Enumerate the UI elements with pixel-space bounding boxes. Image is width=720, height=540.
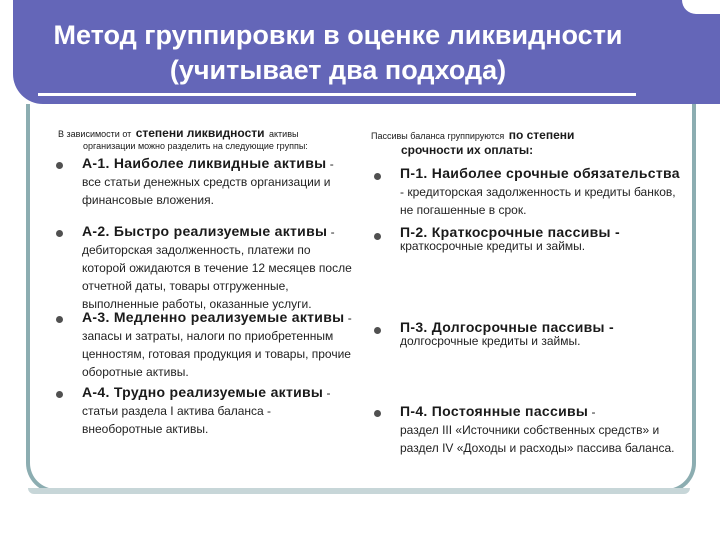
liability-group-text: долгосрочные кредиты и займы. — [400, 334, 581, 348]
left-intro — [58, 126, 358, 152]
asset-group-dash: - — [323, 386, 331, 400]
asset-group-title: А-2. Быстро реализуемые активы — [82, 223, 328, 239]
right-intro-emphasis: по степени — [508, 128, 575, 142]
bullet-icon — [374, 173, 381, 180]
liability-group-text: краткосрочные кредиты и займы. — [400, 239, 586, 253]
left-intro-emphasis: степени ликвидности — [135, 126, 265, 140]
left-intro-line2: организации можно разделить на следующие группы: — [83, 141, 308, 151]
left-intro-prefix: В зависимости от — [58, 129, 132, 139]
content-frame-shadow — [28, 488, 690, 494]
liability-group-p2 — [400, 225, 685, 253]
liability-group-dash: - — [400, 185, 408, 199]
bullet-icon — [56, 162, 63, 169]
bullet-icon — [374, 233, 381, 240]
slide-title — [13, 18, 663, 88]
slide-title-line1: Метод группировки в оценке ликвидности — [53, 20, 623, 50]
title-underline — [38, 93, 636, 96]
asset-group-text: дебиторская задолженность, платежи по которой ожидаются в течение 12 месяцев после отчетной даты, товары отгруженные, выполненные работы, оказанные услуги. — [82, 243, 352, 311]
asset-group-text: запасы и затраты, налоги по приобретенным ценностям, готовая продукция и товары, прочие оборотные активы. — [82, 329, 351, 379]
asset-group-dash: - — [344, 311, 352, 325]
right-intro — [371, 128, 661, 158]
asset-group-dash: - — [327, 225, 335, 239]
banner-corner — [682, 0, 720, 14]
liability-group-text: кредиторская задолженность и кредиты банков, не погашенные в срок. — [400, 185, 676, 217]
liability-group-text: раздел III «Источники собственных средств» и раздел IV «Доходы и расходы» пассива баланса. — [400, 423, 675, 455]
asset-group-a4 — [82, 384, 342, 438]
asset-group-title: А-1. Наиболее ликвидные активы — [82, 155, 327, 171]
bullet-icon — [56, 316, 63, 323]
bullet-icon — [374, 410, 381, 417]
right-intro-prefix: Пассивы баланса группируются — [371, 131, 505, 141]
asset-group-a2 — [82, 223, 354, 313]
bullet-icon — [56, 391, 63, 398]
asset-group-a3 — [82, 309, 352, 381]
liability-group-title: П-3. Долгосрочные пассивы - — [400, 319, 614, 335]
bullet-icon — [374, 327, 381, 334]
liability-group-p1 — [400, 165, 680, 219]
left-intro-suffix: активы — [269, 129, 299, 139]
liability-group-title: П-4. Постоянные пассивы — [400, 403, 589, 419]
bullet-icon — [56, 230, 63, 237]
liability-group-title: П-1. Наиболее срочные обязательства — [400, 165, 680, 181]
asset-group-a1 — [82, 155, 352, 209]
asset-group-dash: - — [326, 157, 334, 171]
asset-group-text: статьи раздела I актива баланса - внеоборотные активы. — [82, 404, 272, 436]
liability-group-title: П-2. Краткосрочные пассивы - — [400, 224, 620, 240]
asset-group-title: А-3. Медленно реализуемые активы — [82, 309, 345, 325]
asset-group-title: А-4. Трудно реализуемые активы — [82, 384, 324, 400]
liability-group-dash: - — [588, 405, 596, 419]
slide-title-line2: (учитывает два подхода) — [169, 55, 507, 85]
liability-group-p3 — [400, 320, 685, 348]
right-intro-line2: срочности их оплаты: — [401, 143, 534, 157]
asset-group-text: все статьи денежных средств организации и финансовые вложения. — [82, 175, 331, 207]
liability-group-p4 — [400, 403, 680, 457]
